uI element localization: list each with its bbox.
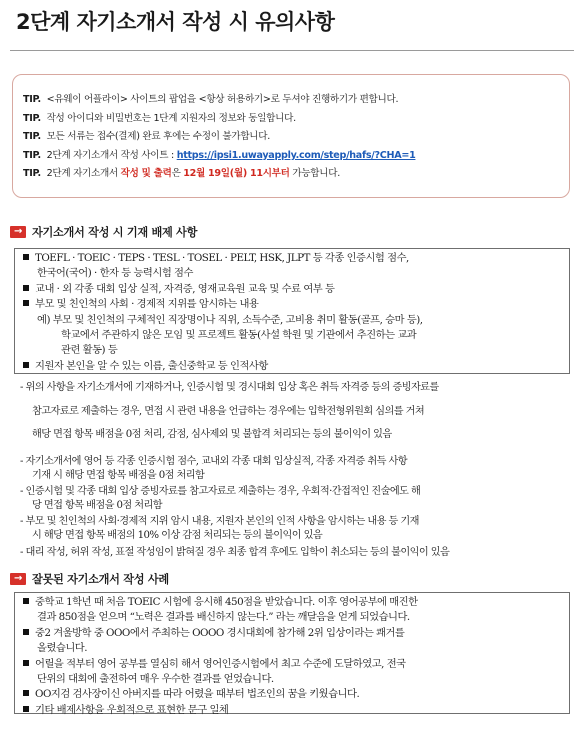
section1-heading (10, 224, 197, 240)
list-item (15, 595, 569, 610)
tip-highlight-print: 작성 및 출력 (120, 168, 172, 180)
page-title: 2단계 자기소개서 작성 시 유의사항 (16, 10, 335, 34)
exclusion-list-box (14, 248, 570, 374)
tip-label: TIP. (23, 131, 41, 143)
bullet-icon (23, 362, 29, 368)
tip-4 (23, 147, 569, 166)
bullet-icon (23, 598, 29, 604)
list-item (15, 251, 569, 266)
section2-title: 잘못된 자기소개서 작성 사례 (32, 573, 169, 586)
tip-text: 2단계 자기소개서 (46, 168, 118, 180)
bullet-icon (23, 690, 29, 696)
bullet-icon (23, 254, 29, 260)
bullet-icon (23, 706, 29, 712)
tip-box (12, 74, 570, 198)
bullet-icon (23, 629, 29, 635)
title-divider (10, 50, 574, 51)
tip-2 (23, 110, 569, 129)
list-item-text: 중2 겨울방학 중 OOO에서 주최하는 OOOO 경시대회에 참가해 2위 입상이라는 쾌거를 (35, 626, 405, 639)
list-item-cont: 결과 850점을 얻으며 “노력은 결과를 배신하지 않는다.” 라는 깨달음을 얻게 되었습니다. (37, 611, 410, 624)
bad-examples-box (14, 592, 570, 714)
list-item (15, 626, 569, 641)
list-item-example: 예) 부모 및 친인척의 구체적인 직장명이나 직위, 소득수준, 고비용 취미 활동(골프, 승마 등), (37, 313, 423, 326)
note-line: 참고자료로 제출하는 경우, 면접 시 관련 내용을 언급하는 경우에는 입학전형위원회 심의를 거쳐 (32, 405, 425, 417)
tip-label: TIP. (23, 149, 41, 161)
note-line: - 인증시험 및 각종 대회 입상 증빙자료를 참고자료로 제출하는 경우, 우회적·간접적인 진술에도 해 (20, 485, 421, 497)
list-item-text: 중학교 1학년 때 처음 TOEIC 시험에 응시해 450점을 받았습니다. 이후 영어공부에 매진한 (35, 596, 418, 608)
bullet-icon (23, 300, 29, 306)
arrow-right-icon: → (10, 226, 26, 238)
tip-1 (23, 91, 569, 110)
list-item-text: 어릴을 적부터 영어 공부를 열심히 해서 영어인증시험에서 최고 수준에 도달하였고, 전국 (35, 657, 406, 670)
list-item (15, 687, 569, 702)
tip-label: TIP. (23, 94, 41, 105)
list-item (15, 297, 569, 312)
list-item-cont: 단위의 대회에 출전하여 매우 우수한 결과를 얻었습니다. (37, 673, 274, 686)
list-item-cont: 학교에서 주관하지 않은 모임 및 프로젝트 활동(사설 학원 및 기관에서 추진하는 교과 (61, 329, 417, 342)
list-item-text: 부모 및 친인척의 사회 · 경제적 지위를 암시하는 내용 (35, 298, 259, 311)
arrow-right-icon: → (10, 573, 26, 585)
list-item-text: OO지검 검사장이신 아버지를 따라 어렸을 때부터 법조인의 꿈을 키웠습니다. (35, 688, 360, 701)
note-line: 해당 면접 항목 배점을 0점 처리, 감점, 심사제외 및 불합격 처리되는 등의 불이익이 있음 (32, 429, 392, 440)
section2-heading (10, 571, 169, 587)
tip-label: TIP. (23, 112, 41, 124)
list-item (15, 359, 569, 374)
tip-label: TIP. (23, 168, 41, 180)
tip-text: 모든 서류는 접수(결제) 완료 후에는 수정이 불가합니다. (46, 131, 270, 143)
note-line: 기재 시 해당 면접 항목 배점을 0점 처리함 (32, 469, 205, 481)
note-line: 시 해당 면접 항목 배점의 10% 이상 감점 처리되는 등의 불이익이 있음 (32, 529, 323, 541)
section1-title: 자기소개서 작성 시 기재 배제 사항 (32, 226, 198, 239)
list-item-text: TOEFL · TOEIC · TEPS · TESL · TOSEL · PELT, HSK, JLPT 등 각종 인증시험 점수, (35, 252, 409, 264)
list-item (15, 657, 569, 672)
tip-text: 2단계 자기소개서 작성 사이트 : (46, 149, 174, 161)
tip-text: 은 (171, 168, 181, 180)
tip-text: 가능합니다. (292, 168, 340, 180)
apply-site-link[interactable]: https://ipsi1.uwayapply.com/step/hafs/?CHA=1 (176, 149, 416, 161)
note-line: - 부모 및 친인척의 사회·경제적 지위 암시 내용, 지원자 본인의 인적 사항을 암시하는 내용 등 기재 (20, 515, 419, 527)
list-item-text: 교내 · 외 각종 대회 입상 실적, 자격증, 영재교육원 교육 및 수료 여부 등 (35, 282, 335, 295)
list-item-text: 지원자 본인을 알 수 있는 이름, 출신중학교 등 인적사항 (35, 359, 268, 372)
list-item (15, 282, 569, 297)
list-item-text: 기타 배제사항을 우회적으로 표현한 문구 일체 (35, 703, 229, 716)
tip-text: 작성 아이디와 비밀번호는 1단계 지원자의 정보와 동일합니다. (46, 112, 296, 124)
tip-highlight-date: 12월 19일(월) 11시부터 (183, 168, 290, 180)
tip-text: <유웨이 어플라이> 사이트의 팝업을 <항상 허용하기>로 두셔야 진행하기가 편합니다. (46, 94, 399, 105)
list-item (15, 703, 569, 718)
tip-3 (23, 128, 569, 147)
tip-5 (23, 165, 569, 184)
list-item-cont: 한국어(국어) · 한자 등 능력시험 점수 (37, 267, 193, 280)
note-line: - 자기소개서에 영어 등 각종 인증시험 점수, 교내외 각종 대회 입상실적, 각종 자격증 취득 사항 (20, 455, 407, 467)
note-line: - 대리 작성, 허위 작성, 표절 작성임이 밝혀질 경우 최종 합격 후에도 입학이 취소되는 등의 불이익이 있음 (20, 546, 450, 558)
note-line: - 위의 사항을 자기소개서에 기재하거나, 인증시험 및 경시대회 입상 혹은 취득 자격증 등의 증빙자료를 (20, 382, 439, 393)
list-item-cont: 관련 활동) 등 (61, 344, 118, 357)
list-item-cont: 올렸습니다. (37, 642, 88, 655)
note-line: 당 면접 항목 배점을 0점 처리함 (32, 499, 162, 511)
penalty-notes (20, 376, 572, 560)
bullet-icon (23, 285, 29, 291)
bullet-icon (23, 660, 29, 666)
